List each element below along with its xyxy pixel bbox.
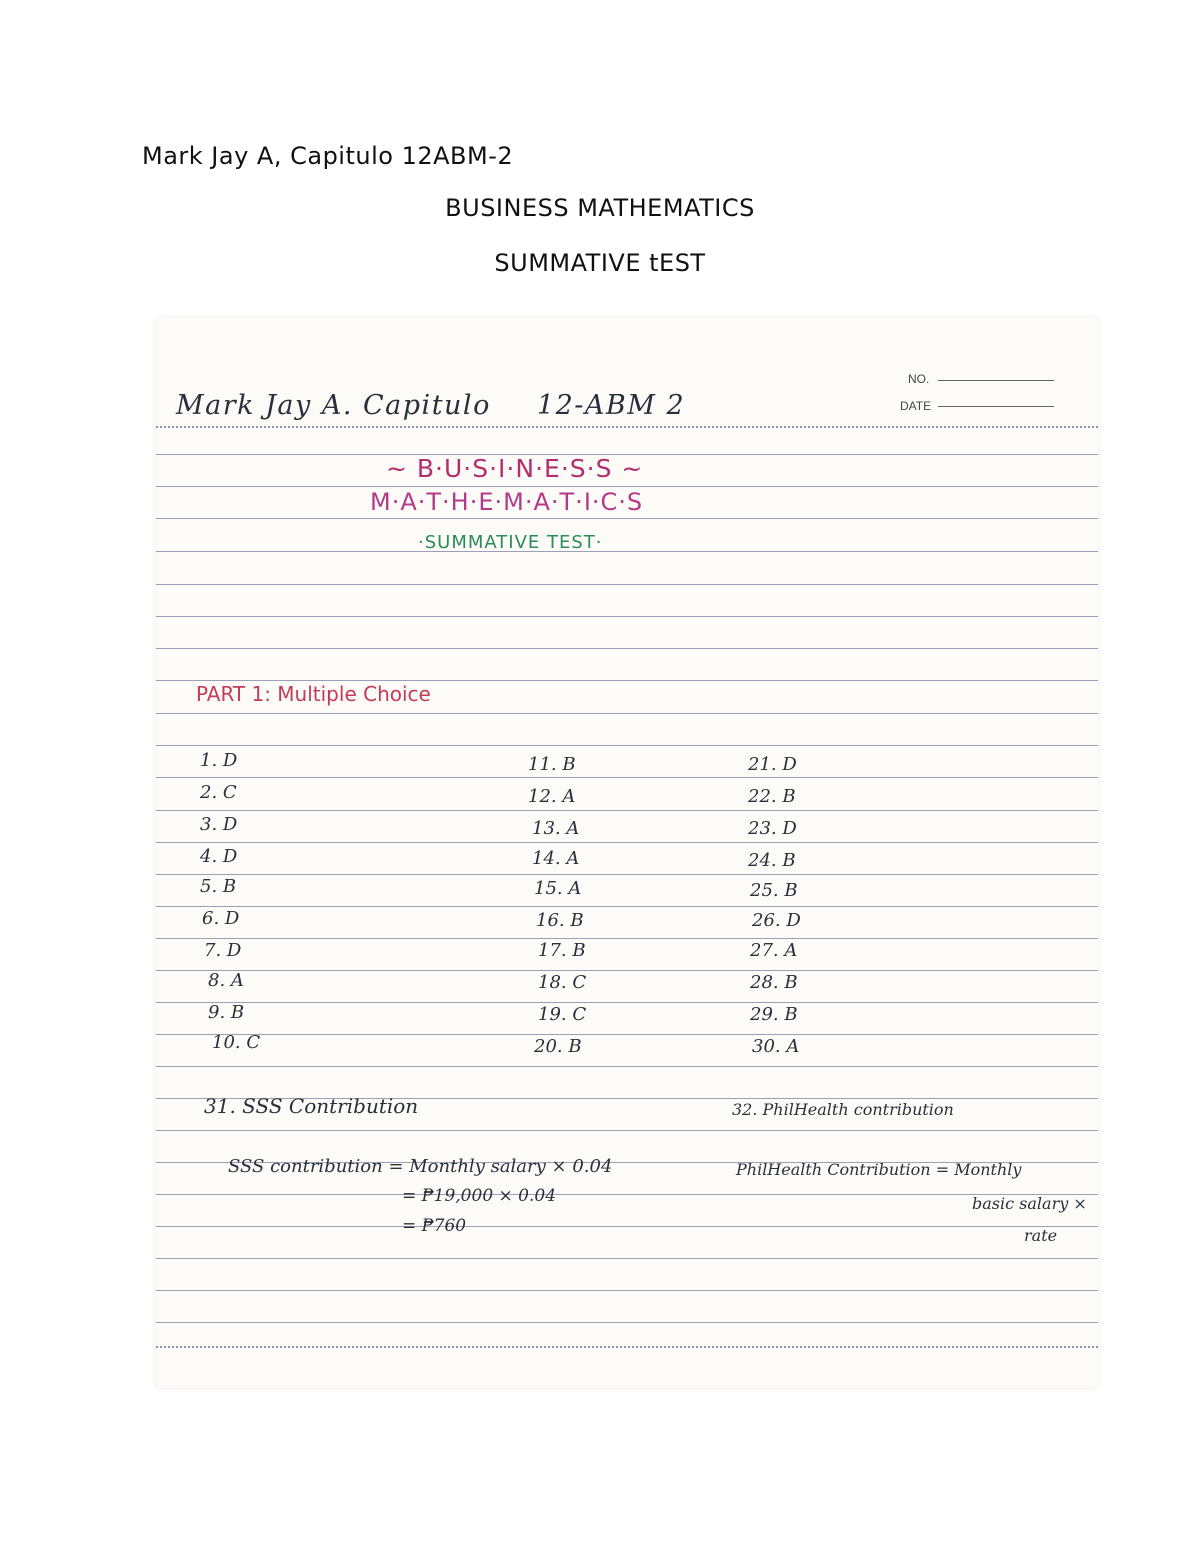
rule-line	[156, 713, 1098, 714]
rule-line	[156, 1226, 1098, 1227]
answer-item: 28. B	[750, 972, 798, 993]
answer-item: 23. D	[748, 818, 797, 839]
answer-item: 8. A	[208, 970, 244, 991]
date-label: DATE	[900, 399, 932, 413]
document-title: BUSINESS MATHEMATICS	[445, 194, 755, 222]
answer-item: 13. A	[532, 818, 580, 839]
rule-line	[156, 970, 1098, 971]
answer-item: 18. C	[538, 972, 587, 993]
answer-item: 24. B	[748, 850, 796, 871]
answer-item: 3. D	[200, 814, 238, 835]
rule-line	[156, 1290, 1098, 1291]
rule-line	[156, 810, 1098, 811]
answer-item: 6. D	[202, 908, 240, 929]
rule-line	[156, 648, 1098, 649]
title-mathematics: M·A·T·H·E·M·A·T·I·C·S	[370, 488, 644, 516]
document-header: Mark Jay A, Capitulo 12ABM-2	[142, 142, 514, 170]
rule-line	[156, 874, 1098, 875]
answer-item: 26. D	[752, 910, 801, 931]
rule-line	[156, 1130, 1098, 1131]
rule-line	[156, 551, 1098, 552]
handwritten-name	[176, 390, 685, 421]
dotted-rule	[156, 426, 1098, 428]
no-label: NO.	[908, 372, 930, 386]
answer-item: 17. B	[538, 940, 586, 961]
rule-line	[156, 680, 1098, 681]
rule-line	[156, 1194, 1098, 1195]
answer-item: 19. C	[538, 1004, 587, 1025]
rule-line	[156, 1322, 1098, 1323]
answer-item: 20. B	[534, 1036, 582, 1057]
no-line	[938, 380, 1054, 381]
student-section: 12-ABM 2	[536, 390, 686, 421]
answer-item: 15. A	[534, 878, 582, 899]
rule-line	[156, 518, 1098, 519]
answer-item: 22. B	[748, 786, 796, 807]
answer-item: 5. B	[200, 876, 237, 897]
rule-line	[156, 486, 1098, 487]
rule-line	[156, 777, 1098, 778]
answer-item: 30. A	[752, 1036, 800, 1057]
rule-line	[156, 1258, 1098, 1259]
answer-item: 27. A	[750, 940, 798, 961]
answer-item: 29. B	[750, 1004, 798, 1025]
rule-line	[156, 616, 1098, 617]
answer-item: 11. B	[528, 754, 576, 775]
answer-item: 9. B	[208, 1002, 245, 1023]
rule-line	[156, 906, 1098, 907]
rule-line	[156, 938, 1098, 939]
answer-item: 2. C	[200, 782, 237, 803]
answer-item: 14. A	[532, 848, 580, 869]
rule-line	[156, 1002, 1098, 1003]
q31-formula: SSS contribution = Monthly salary × 0.04	[228, 1156, 613, 1177]
document-subtitle: SUMMATIVE tEST	[494, 249, 706, 277]
scanned-notebook-page	[156, 318, 1098, 1388]
answer-item: 16. B	[536, 910, 584, 931]
rule-line	[156, 584, 1098, 585]
date-line	[938, 406, 1054, 407]
answer-item: 1. D	[200, 750, 238, 771]
rule-line	[156, 1034, 1098, 1035]
q32-formula-line1: PhilHealth Contribution = Monthly	[736, 1160, 1022, 1179]
student-name: Mark Jay A. Capitulo	[176, 390, 491, 421]
rule-line	[156, 745, 1098, 746]
q32-formula-line2: basic salary ×	[972, 1194, 1087, 1213]
title-summative-test: ·SUMMATIVE TEST·	[418, 532, 603, 553]
dotted-rule	[156, 1346, 1098, 1348]
rule-line	[156, 1066, 1098, 1067]
q31-substitution: = ₱19,000 × 0.04	[402, 1186, 557, 1206]
q31-title: 31. SSS Contribution	[204, 1094, 419, 1118]
q31-result: = ₱760	[402, 1216, 467, 1236]
part1-heading: PART 1: Multiple Choice	[196, 682, 431, 706]
title-business: ~ B·U·S·I·N·E·S·S ~	[386, 454, 644, 483]
q32-title: 32. PhilHealth contribution	[732, 1100, 954, 1119]
rule-line	[156, 842, 1098, 843]
q32-formula-line3: rate	[1024, 1226, 1058, 1245]
answer-item: 7. D	[204, 940, 242, 961]
answer-item: 25. B	[750, 880, 798, 901]
answer-item: 21. D	[748, 754, 797, 775]
answer-item: 4. D	[200, 846, 238, 867]
answer-item: 12. A	[528, 786, 576, 807]
answer-item: 10. C	[212, 1032, 261, 1053]
